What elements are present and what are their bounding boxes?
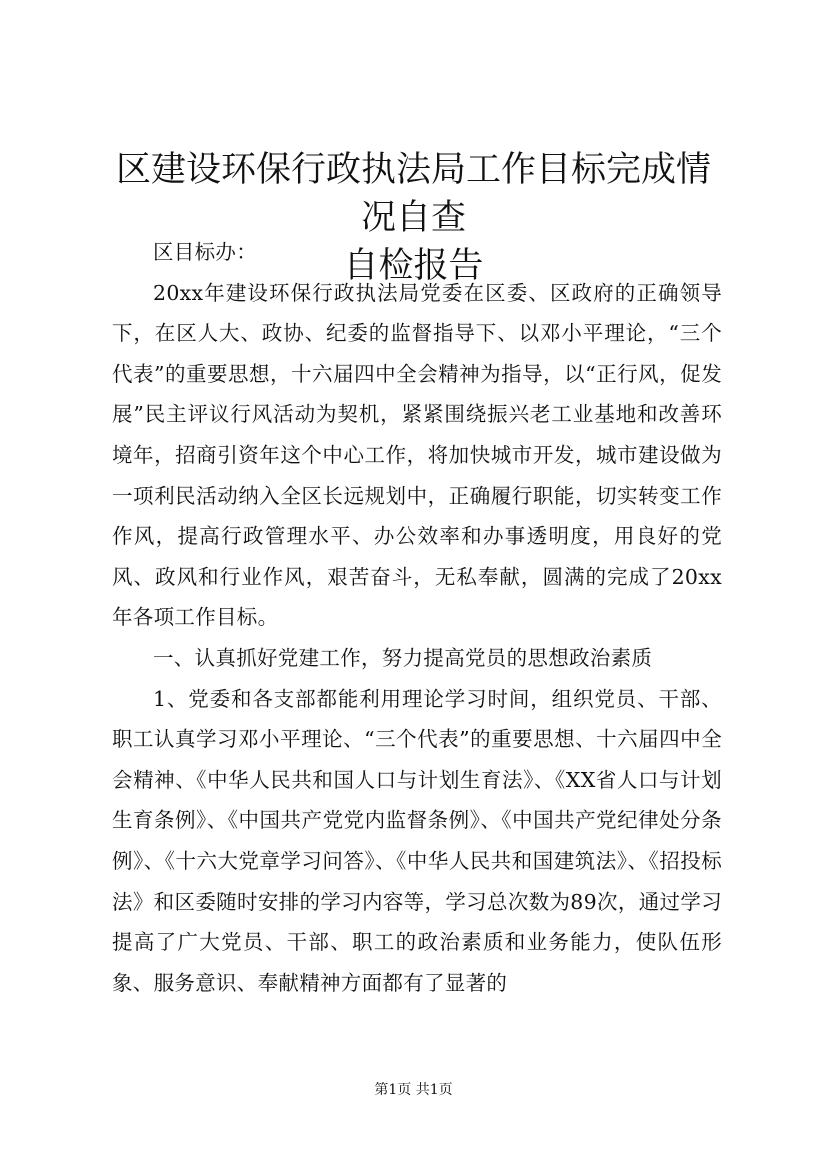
title-line-1: 区建设环保行政执法局工作目标完成情况自查 bbox=[115, 150, 711, 238]
salutation: 区目标办： bbox=[153, 240, 257, 264]
section-heading-1: 一、认真抓好党建工作，努力提高党员的思想政治素质 bbox=[153, 645, 653, 670]
paragraph-item-1: 1、党委和各支部都能利用理论学习时间，组织党员、干部、职工认真学习邓小平理论、“三个代表”的重要思想、十六届四中全会精神、《中华人民共和国人口与计划生育法》、《XX省人口与计划生育条例》、《中国共产党党内监督条例》、《中国共产党纪律处分条例》、《十六大党章学习问答》、《中华人民共和国建筑法》、《招投标法》和区委随时安排的学习内容等，学习总次数为89次，通过学习提高了广大党员、干部、职工的政治素质和业务能力，使队伍形象、服务意识、奉献精神方面都有了显著的 bbox=[112, 686, 722, 995]
paragraph-intro: 20xx年建设环保行政执法局党委在区委、区政府的正确领导下，在区人大、政协、纪委的监督指导下、以邓小平理论，“三个代表”的重要思想，十六届四中全会精神为指导，以“正行风，促发展”民主评议行风活动为契机，紧紧围绕振兴老工业基地和改善环境年，招商引资年这个中心工作，将加快城市开发，城市建设做为一项利民活动纳入全区长远规划中，正确履行职能，切实转变工作作风，提高行政管理水平、办公效率和办事透明度，用良好的党风、政风和行业作风，艰苦奋斗，无私奉献，圆满的完成了20xx年各项工作目标。 bbox=[112, 280, 722, 630]
document-body bbox=[112, 232, 722, 1003]
title-line-2: 自检报告 bbox=[343, 246, 484, 286]
page-footer: 第1页 共1页 bbox=[374, 1082, 453, 1098]
